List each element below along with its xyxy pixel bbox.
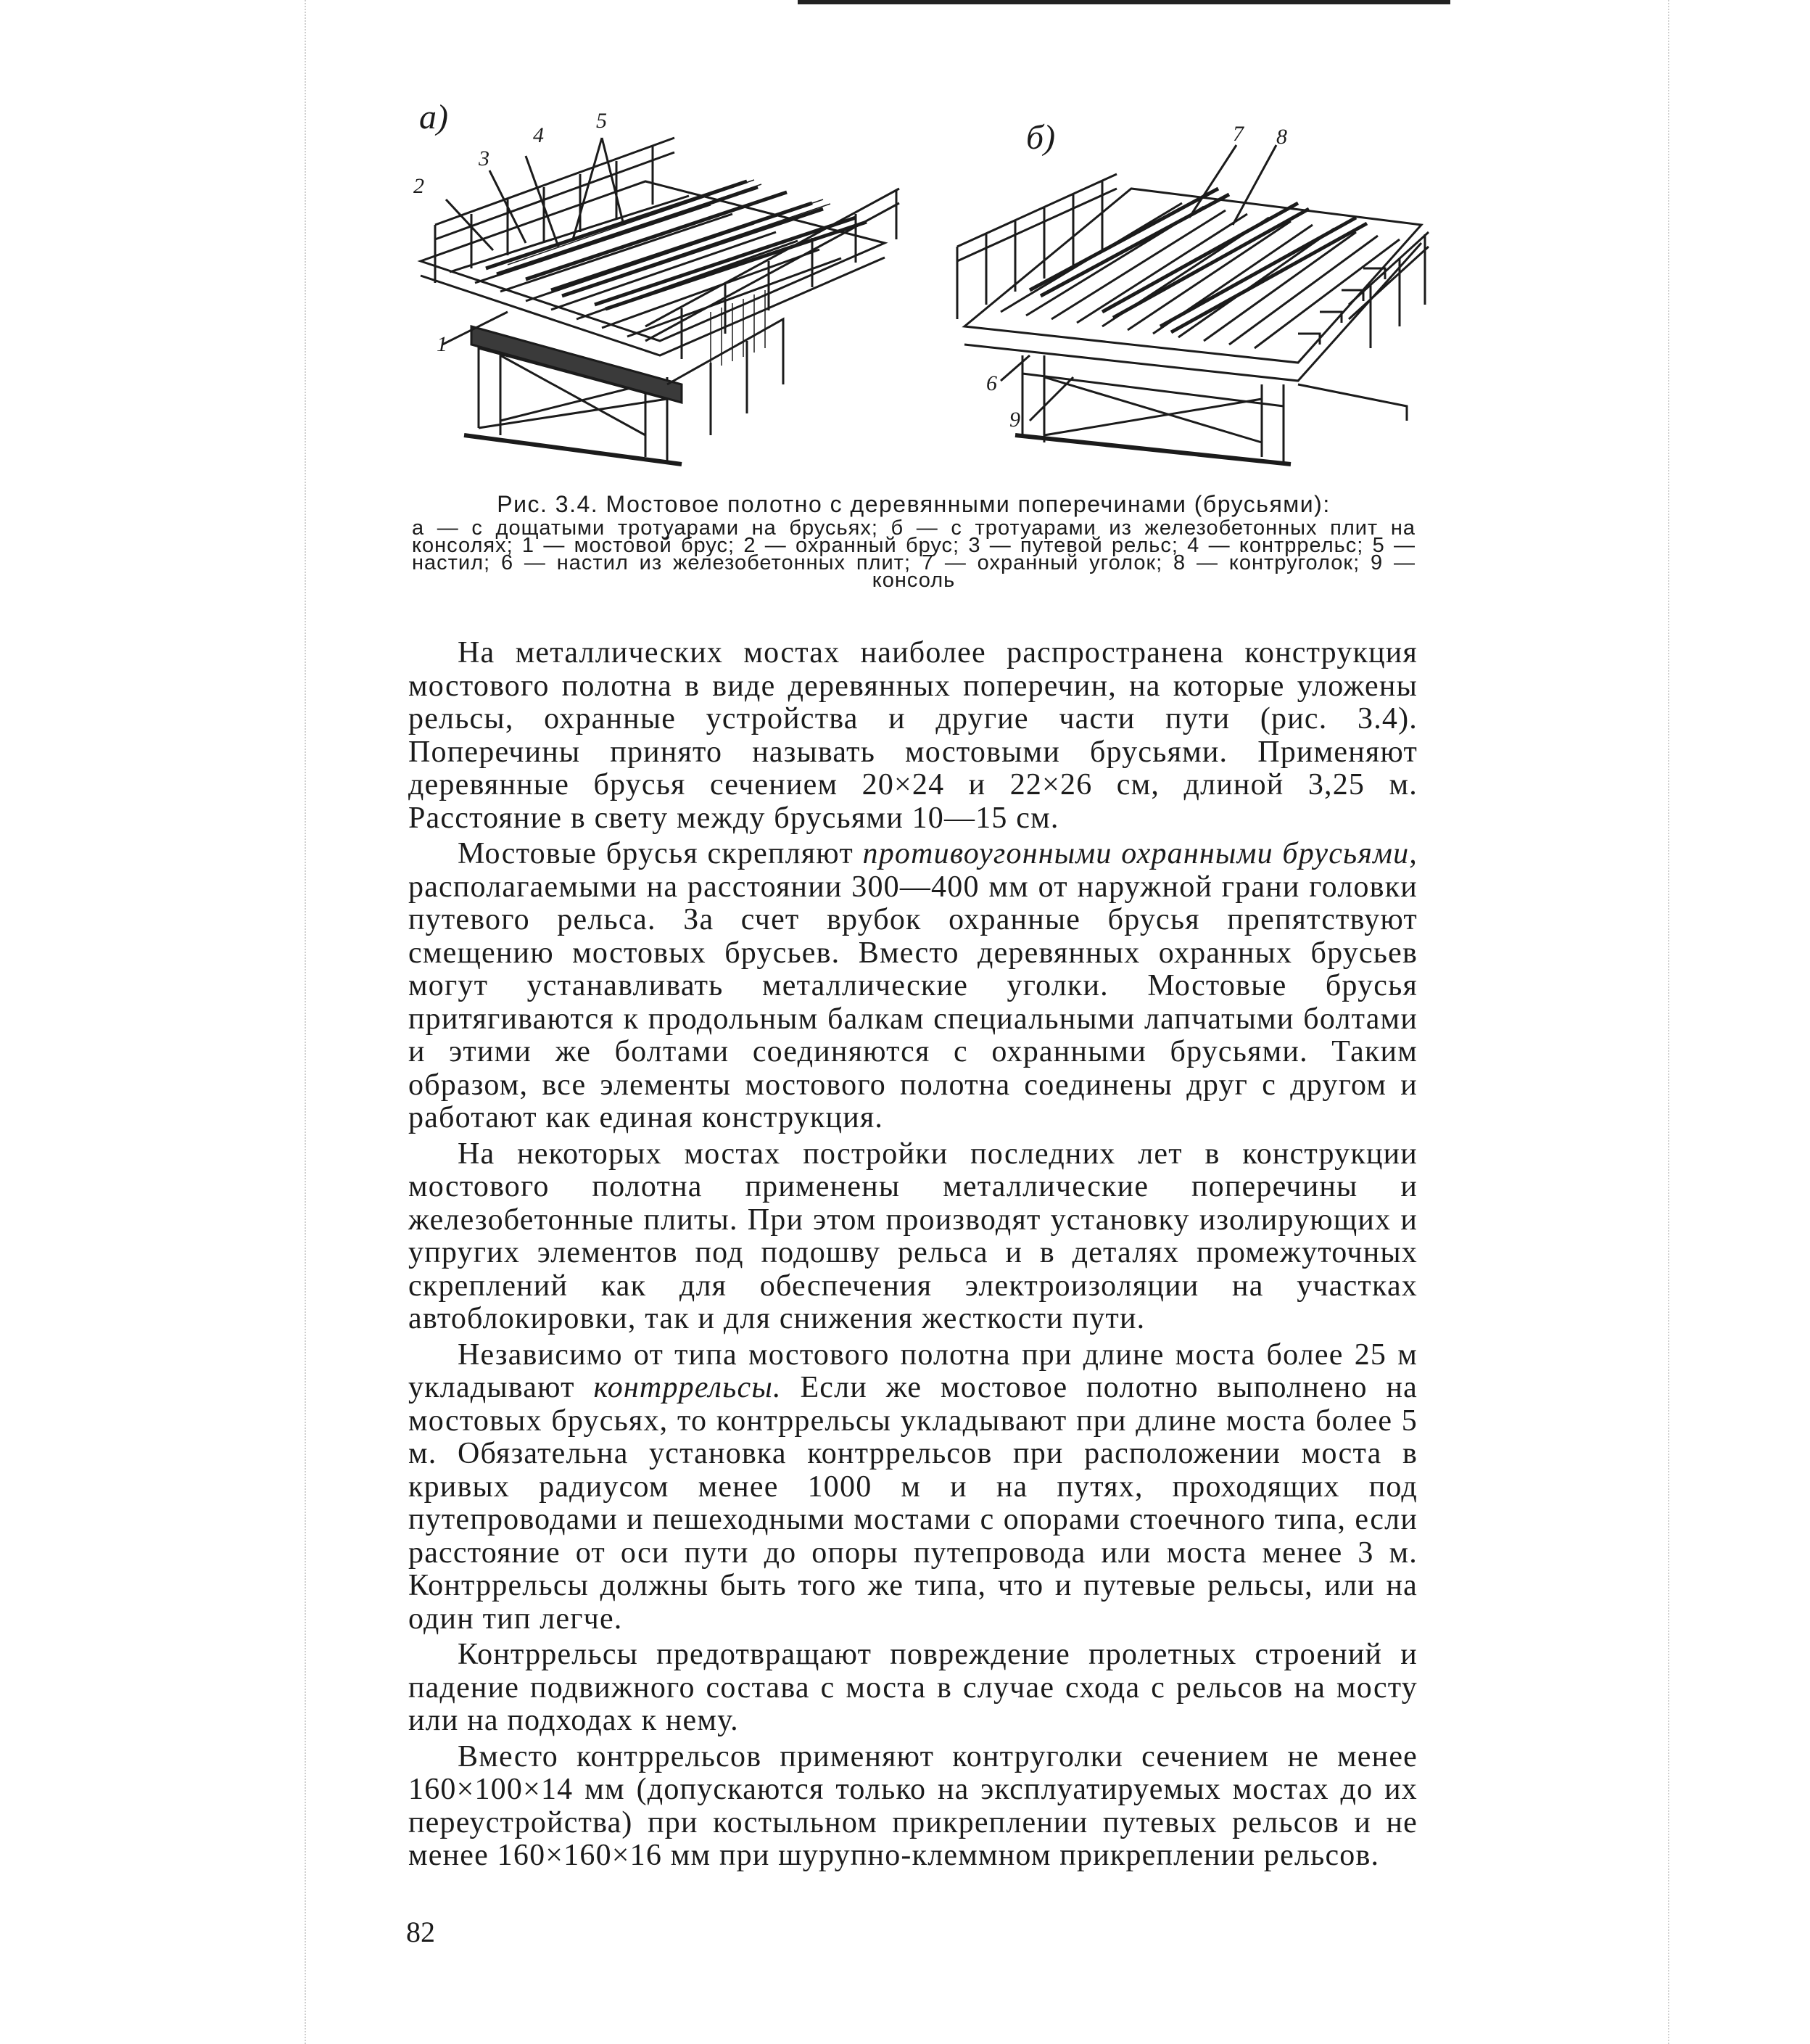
figure-bridge-deck (406, 94, 1436, 471)
callout-1: 1 (437, 332, 447, 356)
panel-a-drawing (421, 138, 899, 464)
paragraph-5: Контррельсы предотвращают повреждение пролетных строений и падение подвижного состава с моста в случае схода с рельсов на мосту или на подходах к нему. (408, 1638, 1418, 1737)
paragraph-4-rest: Если же мостовое полотно выполнено на мостовых брусьях, то контррельсы укладывают при длине моста более 5 м. Обязательна установка контррельсов при расположении моста в кривых радиусом менее 1000 м и на путях, проходящих под путепроводами и пешеходными мостами с опорами стоечного типа, если расстояние от оси пути до опоры путепровода или моста менее 3 м. Контррельсы должны быть того же типа, что и путевые рельсы, или на один тип легче. (408, 1371, 1418, 1636)
panel-b-label: б) (1026, 118, 1056, 157)
scan-top-edge (798, 0, 1450, 4)
body-text (408, 637, 1418, 1876)
paragraph-1: На металлических мостах наиболее распространена конструкция мостового полотна в виде деревянных поперечин, на которые уложены рельсы, охранные устройства и другие части пути (рис. 3.4). Поперечины принято называть мостовыми брусьями. Применяют деревянные брусья сечением 20×24 и 22×26 см, длиной 3,25 м. Расстояние в свету между брусьями 10—15 см. (408, 636, 1418, 835)
scan-left-edge (305, 0, 307, 2044)
caption-title: Рис. 3.4. Мостовое полотно с деревянными поперечинами (брусьями): (497, 491, 1331, 517)
paragraph-6: Вместо контррельсов применяют контруголки сечением не менее 160×100×14 мм (допускаются только на эксплуатируемых мостах до их переустройства) при костыльном прикреплении путевых рельсов и не менее 160×160×16 мм при шурупно-клеммном прикреплении рельсов. (408, 1739, 1418, 1872)
callout-6: 6 (986, 371, 997, 395)
paragraph-3: На некоторых мостах постройки последних лет в конструкции мостового полотна применены металлические поперечины и железобетонные плиты. При этом производят установку изолирующих и упругих элементов под подошву рельса и в деталях промежуточных скреплений как для обеспечения электроизоляции на участках автоблокировки, так и для снижения жесткости пути. (408, 1137, 1418, 1335)
callout-2: 2 (413, 174, 424, 198)
caption-legend: а — с дощатыми тротуарами на брусьях; б — с тротуарами из железобетонных плит на консолях; 1 — мостовой брус; 2 — охранный брус; 3 — путевой рельс; 4 — контррельс; 5 — настил; 6 — настил из железобетонных плит; 7 — охранный уголок; 8 — контруголок; 9 — консоль (412, 516, 1416, 592)
panel-a-label: а) (419, 98, 448, 136)
term-guard-rails: контррельсы. (593, 1371, 782, 1404)
callout-9: 9 (1009, 408, 1020, 432)
page-number: 82 (406, 1916, 435, 1948)
callout-4: 4 (533, 123, 544, 147)
paragraph-4-start: Независимо от типа мостового полотна при длине моста более 25 м укладывают (408, 1338, 1418, 1404)
figure-drawing (406, 94, 1436, 471)
panel-b-drawing (957, 145, 1429, 464)
paragraph-2-start: Мостовые брусья скрепляют (458, 837, 863, 870)
callout-3: 3 (479, 147, 489, 170)
paragraph-2 (408, 838, 1418, 1135)
term-anti-creep-guard-beams: противоугонными охранными брусьями, (862, 837, 1418, 870)
paragraph-2-rest: располагаемыми на расстоянии 300—400 мм от наружной грани головки путевого рельса. За счет врубок охранные брусья препятствуют смещению мостовых брусьев. Вместо деревянных охранных брусьев могут устанавливать металлические уголки. Мостовые брусья притягиваются к продольным балкам специальными лапчатыми болтами и этими же болтами соединяются с охранными брусьями. Таким образом, все элементы мостового полотна соединены друг с другом и работают как единая конструкция. (408, 870, 1418, 1134)
scan-right-edge (1668, 0, 1671, 2044)
callout-8: 8 (1276, 125, 1287, 149)
paragraph-4 (408, 1339, 1418, 1636)
figure-caption (412, 490, 1416, 592)
callout-5: 5 (596, 109, 607, 133)
callout-7: 7 (1233, 122, 1244, 146)
